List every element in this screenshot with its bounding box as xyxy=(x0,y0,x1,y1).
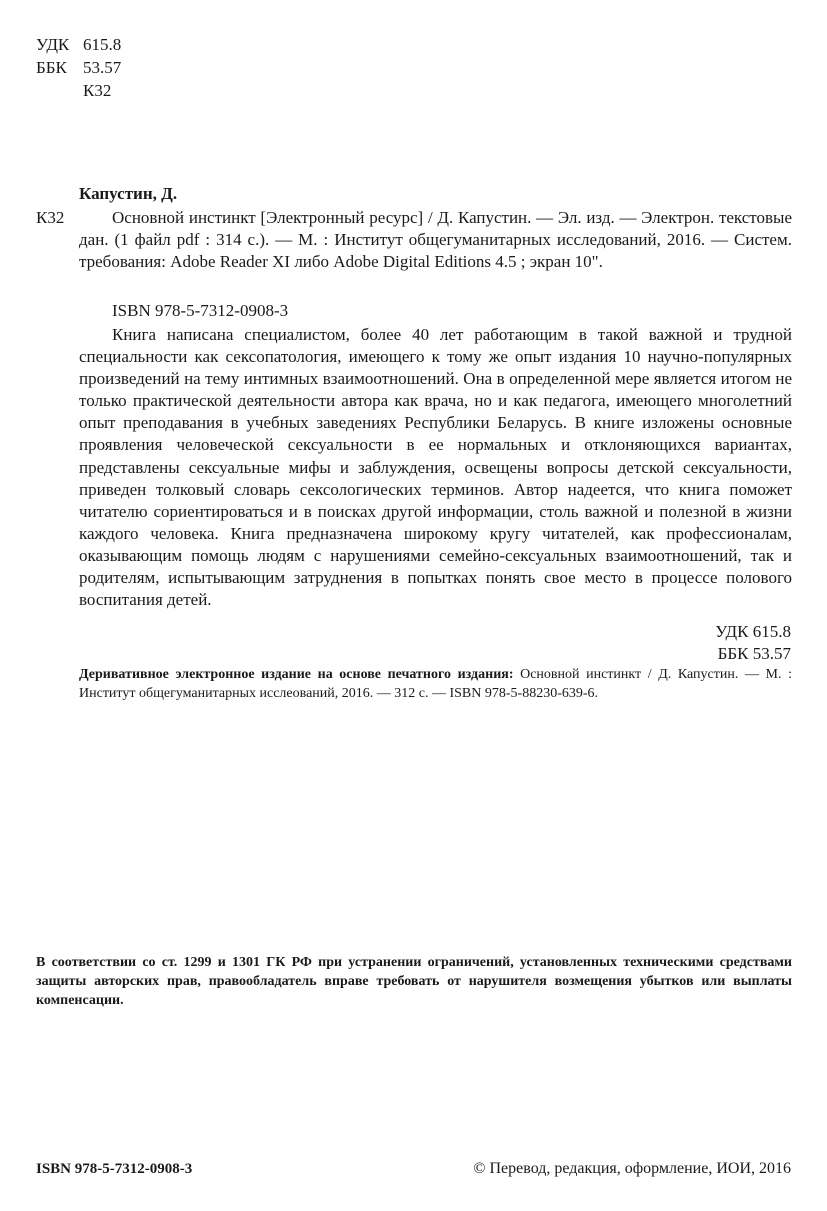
classification-header xyxy=(36,33,121,102)
footer-isbn: ISBN 978-5-7312-0908-3 xyxy=(36,1161,193,1177)
udk-label: УДК xyxy=(36,35,70,54)
derivative-label: Деривативное электронное издание на основе печатного издания: xyxy=(79,667,514,682)
bibliographic-description xyxy=(79,207,792,273)
cutter-mark: К32 xyxy=(36,208,65,227)
classification-block xyxy=(715,621,791,665)
derivative-edition-note xyxy=(79,665,792,703)
bbk-row xyxy=(36,56,121,79)
abstract-paragraph: Книга написана специалистом, более 40 лет работающим в такой важной и трудной специальности как сексопатология, имеющего к тому же опыт издания 10 научно-популярных произведений на тему интимных взаимоотношений. Она в определенной мере является итогом не только практической деятельности автора как врача, но и как педагога, имеющего многолетний опыт преподавания в учебных заведениях Республики Беларусь. В книге изложены основные проявления человеческой сексуальности в ее нормальных и отклоняющихся вариантах, представлены сексуальные мифы и заблуждения, освещены вопросы детской сексуальности, приведен толковый словарь сексологических терминов. Автор надеется, что книга поможет читателю сориентироваться и в поисках другой информации, столь важной и полезной в жизни каждого человека. Книга предназначена широкому кругу читателей, как профессионалам, оказывающим помощь людям с нарушениями семейно-сексуальных взаимоотношений, так и родителям, испытывающим затруднения в попытках понять свое место в процессе полового воспитания детей. xyxy=(79,325,792,610)
udk-value: 615.8 xyxy=(83,35,122,54)
entry-isbn: ISBN 978-5-7312-0908-3 xyxy=(112,301,289,320)
description-text: Основной инстинкт [Электронный ресурс] / Д. Капустин. — Эл. изд. — Электрон. текстовые дан. (1 файл pdf : 314 с.). — М. : Институт общегуманитарных исследований, 2016. — Систем. требования: Adobe Reader XI либо Adobe Digital Editions 4.5 ; экран 10". xyxy=(79,208,792,271)
derivative-text: Основной инстинкт / Д. Капустин. — М. : Институт общегуманитарных исслеований, 2016. — 312 с. — ISBN 978-5-88230-639-6. xyxy=(79,667,792,701)
bbk-code: ББК 53.57 xyxy=(717,644,791,663)
copyright-notice: © Перевод, редакция, оформление, ИОИ, 2016 xyxy=(473,1160,791,1177)
cutter-mark-header: К32 xyxy=(83,81,112,100)
bbk-value: 53.57 xyxy=(83,58,122,77)
author-name: Капустин, Д. xyxy=(79,184,178,203)
legal-notice: В соответствии со ст. 1299 и 1301 ГК РФ при устранении ограничений, установленных техническими средствами защиты авторских прав, правообладатель вправе требовать от нарушителя возмещения убытков или выплаты компенсации. xyxy=(36,955,792,1008)
bbk-label: ББК xyxy=(36,58,67,77)
udk-code: УДК 615.8 xyxy=(715,622,791,641)
udk-row xyxy=(36,33,121,56)
